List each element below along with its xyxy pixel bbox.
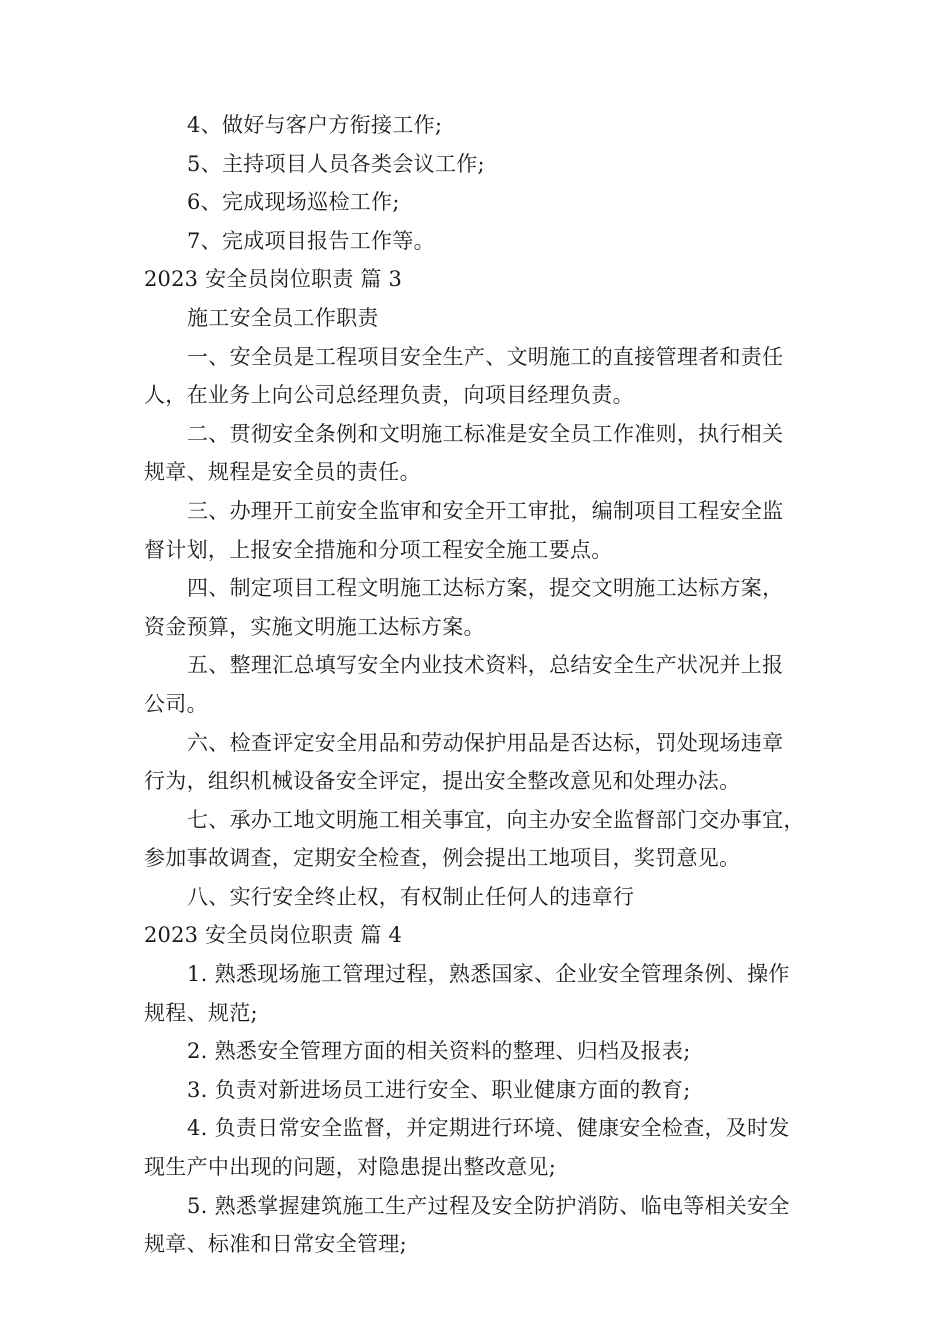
text-line: 公司。 [144, 691, 208, 716]
text-line: 3. 负责对新进场员工进行安全、职业健康方面的教育; [187, 1077, 691, 1102]
section-heading: 2023 安全员岗位职责 篇 3 [144, 267, 403, 292]
text-line: 行为，组织机械设备安全评定，提出安全整改意见和处理办法。 [144, 769, 741, 794]
text-line: 5. 熟悉掌握建筑施工生产过程及安全防护消防、临电等相关安全 [187, 1193, 790, 1218]
text-line: 人，在业务上向公司总经理负责，向项目经理负责。 [144, 383, 634, 408]
text-line: 七、承办工地文明施工相关事宜，向主办安全监督部门交办事宜， [187, 807, 805, 832]
section-heading: 2023 安全员岗位职责 篇 4 [144, 923, 403, 948]
text-line: 1. 熟悉现场施工管理过程，熟悉国家、企业安全管理条例、操作 [187, 962, 790, 987]
text-line: 六、检查评定安全用品和劳动保护用品是否达标，罚处现场违章 [187, 730, 784, 755]
text-line: 四、制定项目工程文明施工达标方案，提交文明施工达标方案， [187, 576, 784, 601]
text-line: 二、贯彻安全条例和文明施工标准是安全员工作准则，执行相关 [187, 421, 784, 446]
text-line: 参加事故调查，定期安全检查，例会提出工地项目，奖罚意见。 [144, 846, 741, 871]
text-line: 施工安全员工作职责 [187, 305, 379, 330]
text-line: 五、整理汇总填写安全内业技术资料，总结安全生产状况并上报 [187, 653, 784, 678]
text-line: 规程、规范; [144, 1000, 258, 1025]
text-line: 规章、标准和日常安全管理; [144, 1232, 407, 1257]
text-line: 规章、规程是安全员的责任。 [144, 460, 421, 485]
text-line: 三、办理开工前安全监审和安全开工审批，编制项目工程安全监 [187, 498, 784, 523]
text-line: 一、安全员是工程项目安全生产、文明施工的直接管理者和责任 [187, 344, 784, 369]
text-line: 6、完成现场巡检工作; [187, 190, 400, 215]
text-line: 督计划，上报安全措施和分项工程安全施工要点。 [144, 537, 613, 562]
text-line: 7、完成项目报告工作等。 [187, 228, 435, 253]
text-line: 2. 熟悉安全管理方面的相关资料的整理、归档及报表; [187, 1039, 691, 1064]
text-line: 5、主持项目人员各类会议工作; [187, 151, 485, 176]
text-line: 4、做好与客户方衔接工作; [187, 113, 443, 137]
text-line: 4. 负责日常安全监督，并定期进行环境、健康安全检查，及时发 [187, 1116, 790, 1141]
text-line: 八、实行安全终止权，有权制止任何人的违章行 [187, 884, 635, 909]
document-body [144, 106, 814, 1264]
text-line: 现生产中出现的问题，对隐患提出整改意见; [144, 1155, 557, 1180]
text-line: 资金预算，实施文明施工达标方案。 [144, 614, 485, 639]
